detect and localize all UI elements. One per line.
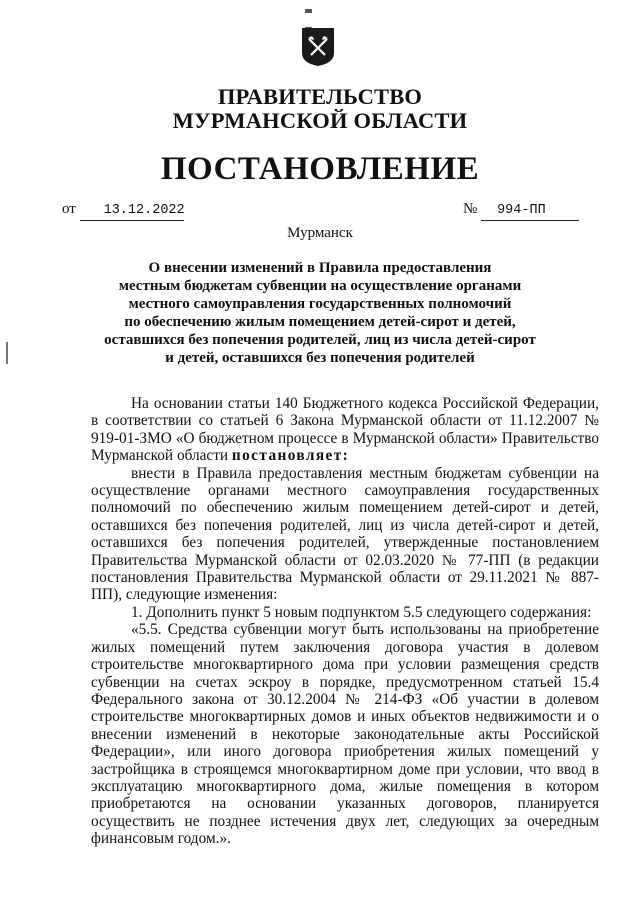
document-date: 13.12.2022 <box>80 202 184 221</box>
paragraph-clause-5-5: «5.5. Средства субвенции могут быть использованы на приобретение жилых помещений путем заключения договора участия в долевом строительстве многоквартирного дома при условии размещения средств субвенции на счетах эскроу в порядке, предусмотренном статьей 15.4 Федерального закона от 30.12.2004 № 214-ФЗ «Об участии в долевом строительстве многоквартирных домов и иных объектов недвижимости и о внесении изменений в некоторые законодательные акты Российской Федерации», или иного договора приобретения жилых помещений у застройщика в строящемся многоквартирном доме при условии, что ввод в эксплуатацию многоквартирного дома, жилые помещения в котором приобретаются на основании указанных договоров, планируется осуществить не позднее истечения двух лет, следующих за очередным финансовым годом.». <box>91 621 599 848</box>
subject-line: оставшихся без попечения родителей, лиц из числа детей-сирот <box>104 332 536 348</box>
document-subject <box>100 259 540 367</box>
government-title-line1: ПРАВИТЕЛЬСТВО <box>217 84 423 109</box>
number-field <box>463 200 579 221</box>
coat-of-arms-icon <box>301 27 335 67</box>
scan-mark-top <box>305 0 331 4</box>
subject-line: и детей, оставшихся без попечения родителей <box>165 350 475 366</box>
paragraph-basis <box>91 395 599 465</box>
subject-line: местным бюджетам субвенции на осуществление органами <box>118 278 522 294</box>
number-prefix: № <box>463 201 478 217</box>
document-type-title: ПОСТАНОВЛЕНИЕ <box>160 151 480 187</box>
government-title-line2: МУРМАНСКОЙ ОБЛАСТИ <box>172 108 468 133</box>
date-field <box>62 200 184 221</box>
subject-line: О внесении изменений в Правила предоставления <box>148 260 492 276</box>
date-prefix: от <box>62 201 76 217</box>
resolves-word: постановляет: <box>231 447 350 465</box>
paragraph-item-1: 1. Дополнить пункт 5 новым подпунктом 5.5 следующего содержания: <box>131 603 592 621</box>
document-body <box>91 395 599 848</box>
city-name: Мурманск <box>287 225 353 241</box>
paragraph-basis-text: На основании статьи 140 Бюджетного кодекса Российской Федерации, в соответствии со статьей 6 Закона Мурманской области от 11.12.2007 № 919-01-ЗМО «О бюджетном процессе в Мурманской области» Правительство Мурманской области <box>91 395 599 465</box>
paragraph-amendment: внести в Правила предоставления местным бюджетам субвенции на осуществление органами местного самоуправления государственных полномочий по обеспечению жилым помещением детей-сирот и детей, оставшихся без попечения родителей, лиц из числа детей-сирот и детей, оставшихся без попечения родителей, утвержденные постановлением Правительства Мурманской области от 02.03.2020 № 77-ПП (в редакции постановления Правительства Мурманской области от 29.11.2021 № 887-ПП), следующие изменения: <box>91 464 599 604</box>
scan-mark-side <box>6 342 8 364</box>
document-number: 994-ПП <box>481 202 579 221</box>
subject-line: местного самоуправления государственных полномочий <box>128 296 512 312</box>
subject-line: по обеспечению жилым помещением детей-сирот и детей, <box>124 314 516 330</box>
